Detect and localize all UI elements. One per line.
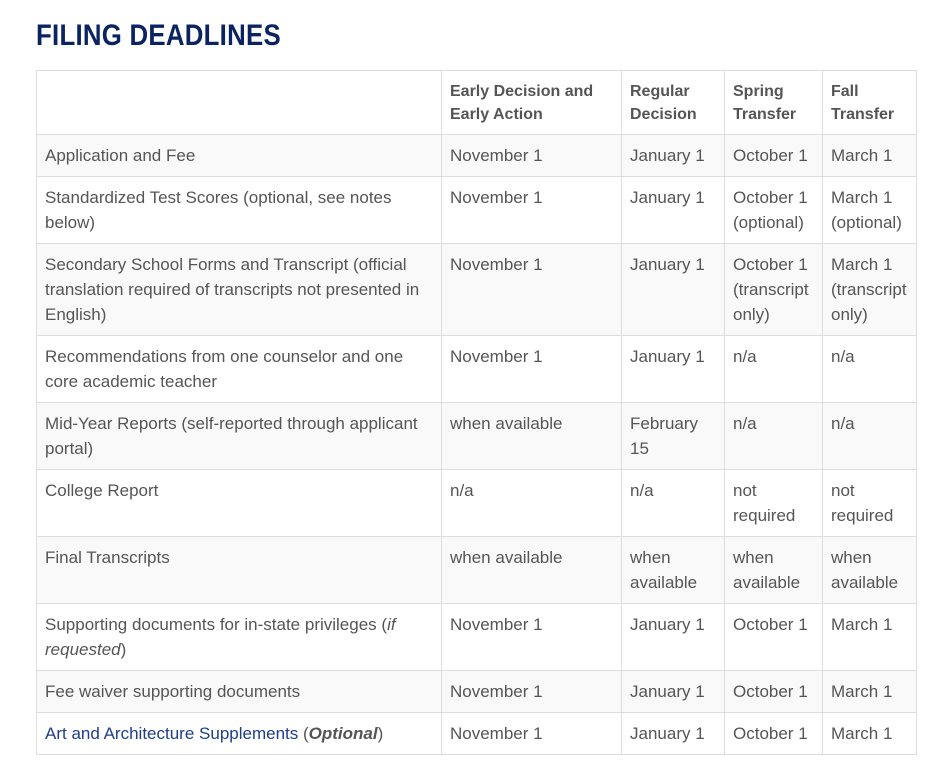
cell-regular: January 1 [622,336,725,403]
table-row [37,244,917,336]
cell-early: November 1 [442,336,622,403]
row-item: Recommendations from one counselor and one core academic teacher [37,336,442,403]
cell-early: November 1 [442,713,622,755]
page-title: FILING DEADLINES [36,19,281,52]
art-architecture-supplements-link[interactable]: Art and Architecture Supplements [45,724,299,743]
cell-fall: March 1 [823,713,917,755]
row-item: College Report [37,470,442,537]
cell-spring: October 1 [725,604,823,671]
row-item-optional: Optional [308,724,378,743]
cell-regular: January 1 [622,604,725,671]
cell-spring: n/a [725,336,823,403]
table-header-row [37,71,917,135]
cell-early: November 1 [442,671,622,713]
header-regular-decision: Regular Decision [622,71,725,135]
cell-regular: January 1 [622,135,725,177]
header-early-decision: Early Decision and Early Action [442,71,622,135]
table-row [37,177,917,244]
table-row [37,470,917,537]
cell-spring: October 1 (transcript only) [725,244,823,336]
table-row [37,336,917,403]
cell-early: November 1 [442,604,622,671]
cell-fall: n/a [823,336,917,403]
header-spring-transfer: Spring Transfer [725,71,823,135]
cell-regular: January 1 [622,671,725,713]
cell-fall: March 1 [823,604,917,671]
table-row [37,135,917,177]
table-row [37,537,917,604]
cell-spring: October 1 (optional) [725,177,823,244]
cell-early: November 1 [442,177,622,244]
cell-fall: n/a [823,403,917,470]
row-item [37,604,442,671]
row-item: Mid-Year Reports (self-reported through applicant portal) [37,403,442,470]
cell-fall: March 1 (optional) [823,177,917,244]
row-item: Final Transcripts [37,537,442,604]
row-item-emphasis: if requested [45,615,396,659]
row-item-paren-close: ) [377,724,384,743]
cell-spring: not required [725,470,823,537]
cell-spring: October 1 [725,713,823,755]
cell-regular: January 1 [622,244,725,336]
table-row [37,713,917,755]
cell-early: when available [442,537,622,604]
cell-early: when available [442,403,622,470]
row-item: Fee waiver supporting documents [37,671,442,713]
cell-early: November 1 [442,135,622,177]
row-item: Application and Fee [37,135,442,177]
cell-fall: not required [823,470,917,537]
cell-fall: when available [823,537,917,604]
cell-regular: n/a [622,470,725,537]
cell-regular: January 1 [622,713,725,755]
row-item: Standardized Test Scores (optional, see notes below) [37,177,442,244]
row-item-suffix: ) [120,640,127,659]
table-row [37,671,917,713]
cell-regular: February 15 [622,403,725,470]
header-item [37,71,442,135]
table-row [37,403,917,470]
cell-regular: January 1 [622,177,725,244]
row-item: Secondary School Forms and Transcript (official translation required of transcripts not presented in English) [37,244,442,336]
table-row [37,604,917,671]
row-item-paren-open: ( [298,724,309,743]
row-item [37,713,442,755]
cell-spring: October 1 [725,671,823,713]
cell-regular: when available [622,537,725,604]
row-item-text: Supporting documents for in-state privileges ( [45,615,388,634]
cell-spring: when available [725,537,823,604]
cell-fall: March 1 (transcript only) [823,244,917,336]
deadlines-table [36,70,917,755]
cell-fall: March 1 [823,671,917,713]
cell-fall: March 1 [823,135,917,177]
cell-early: n/a [442,470,622,537]
cell-spring: n/a [725,403,823,470]
header-fall-transfer: Fall Transfer [823,71,917,135]
cell-early: November 1 [442,244,622,336]
cell-spring: October 1 [725,135,823,177]
